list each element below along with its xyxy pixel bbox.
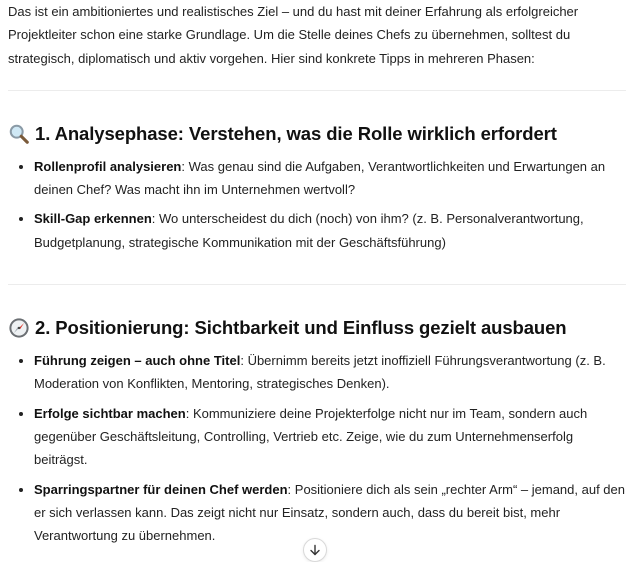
section-positioning: [8, 317, 626, 547]
section-heading: 2. Positionierung: Sichtbarkeit und Einfluss gezielt ausbauen: [8, 317, 626, 339]
section-analysis: [8, 123, 626, 254]
magnifier-icon: [8, 123, 30, 145]
divider: [8, 90, 626, 91]
scroll-down-button[interactable]: [303, 538, 327, 562]
section-heading: 1. Analysephase: Verstehen, was die Rolle wirklich erfordert: [8, 123, 626, 145]
bullet-list: [8, 349, 626, 547]
intro-paragraph: Das ist ein ambitioniertes und realistisches Ziel – und du hast mit deiner Erfahrung als erfolgreicher Projektleiter schon eine starke Grundlage. Um die Stelle deines Chefs zu übernehmen, solltest du strategisch, diplomatisch und aktiv vorgehen. Hier sind konkrete Tipps in mehreren Phasen:: [8, 4, 579, 66]
list-item: • Skill-Gap erkennen: Wo unterscheidest du dich (noch) von ihm? (z. B. Personalverantwortung, Budgetplanung, strategische Kommunikation mit der Geschäftsführung): [34, 207, 626, 254]
list-item: • Rollenprofil analysieren: Was genau sind die Aufgaben, Verantwortlichkeiten und Erwartungen an deinen Chef? Was macht ihn im Unternehmen wertvoll?: [34, 155, 626, 202]
divider: [8, 284, 626, 285]
bullet-list: [8, 155, 626, 254]
chat-message: [8, 0, 626, 547]
list-item: • Führung zeigen – auch ohne Titel: Übernimm bereits jetzt inoffiziell Führungsverantwortung (z. B. Moderation von Konflikten, Mentoring, strategisches Denken).: [34, 349, 626, 396]
list-item: • Sparringspartner für deinen Chef werden: Positioniere dich als sein „rechter Arm“ – jemand, auf den er sich verlassen kann. Das zeigt nicht nur Einsatz, sondern auch, dass du bereit bist, mehr Verantwortung zu übernehmen.: [34, 478, 626, 548]
compass-icon: [8, 317, 30, 339]
arrow-down-icon: [309, 544, 321, 556]
list-item: • Erfolge sichtbar machen: Kommuniziere deine Projekterfolge nicht nur im Team, sondern auch gegenüber Geschäftsleitung, Controlling, Vertrieb etc. Zeige, wie du zum Unternehmenserfolg beiträgst.: [34, 402, 626, 472]
